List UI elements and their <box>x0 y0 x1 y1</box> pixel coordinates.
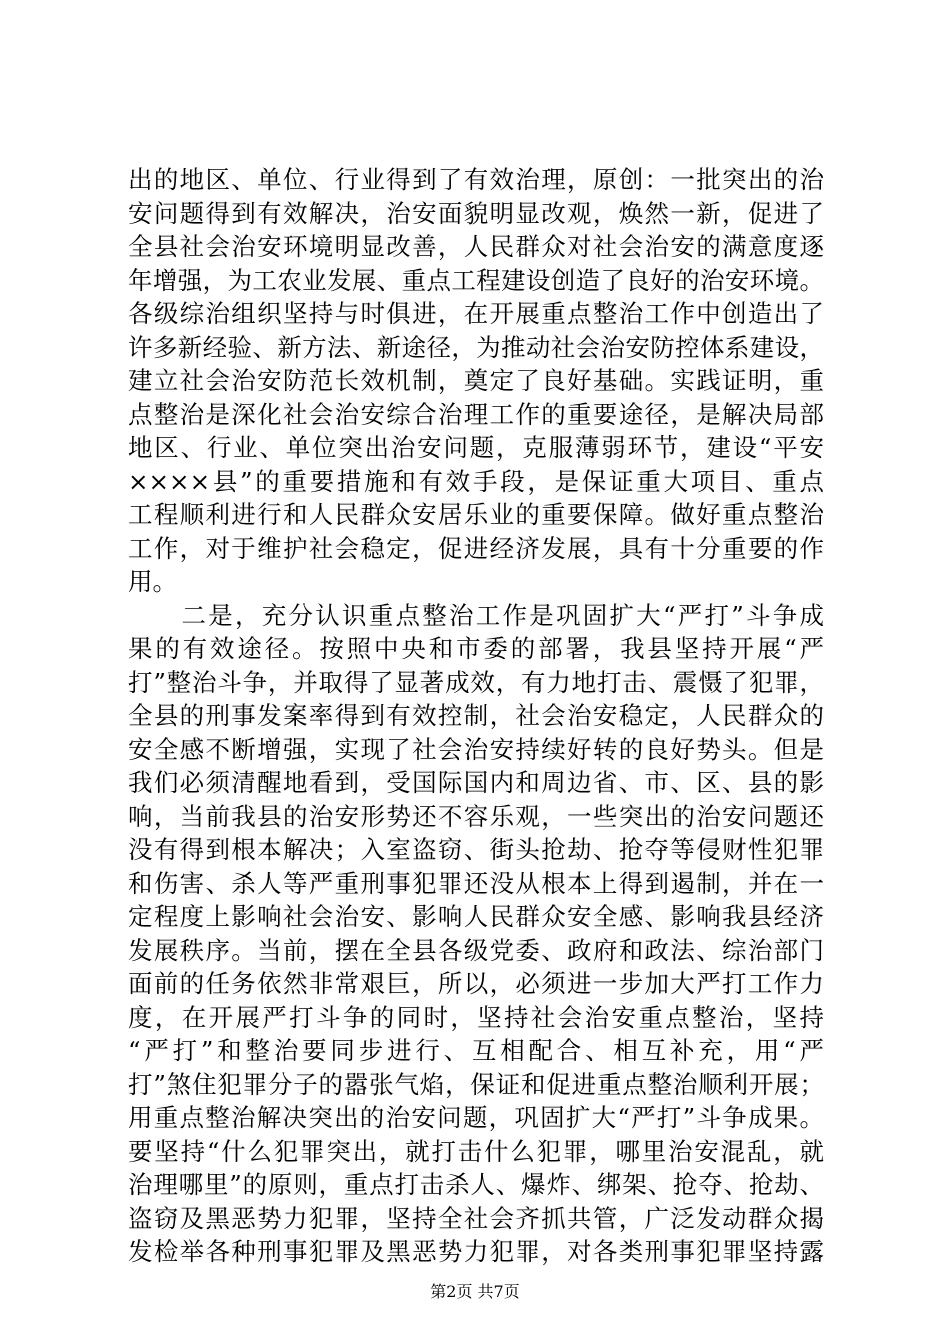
text-line: 点整治是深化社会治安综合治理工作的重要途径，是解决局部 <box>128 399 824 429</box>
text-line: 度，在开展严打斗争的同时，坚持社会治安重点整治，坚持 <box>128 1002 824 1032</box>
text-line: 发检举各种刑事犯罪及黑恶势力犯罪，对各类刑事犯罪坚持露 <box>128 1237 824 1266</box>
text-line: 年增强，为工农业发展、重点工程建设创造了良好的治安环境。 <box>128 265 824 295</box>
text-line: 没有得到根本解决；入室盗窃、街头抢劫、抢夺等侵财性犯罪 <box>128 835 824 864</box>
text-line: 发展秩序。当前，摆在全县各级党委、政府和政法、综治部门 <box>128 935 824 965</box>
text-line: 建立社会治安防范长效机制，奠定了良好基础。实践证明，重 <box>128 366 824 395</box>
page-number-label: 第2页 共7页 <box>430 1282 520 1301</box>
page-footer <box>0 1282 950 1302</box>
text-line: 打”整治斗争，并取得了显著成效，有力地打击、震慑了犯罪， <box>128 667 824 697</box>
text-line: 和伤害、杀人等严重刑事犯罪还没从根本上得到遏制，并在一 <box>128 868 824 898</box>
text-line: 要坚持“什么犯罪突出，就打击什么犯罪，哪里治安混乱，就 <box>128 1136 824 1166</box>
text-line: 工作，对于维护社会稳定，促进经济发展，具有十分重要的作 <box>128 533 824 563</box>
text-line: 工程顺利进行和人民群众安居乐业的重要保障。做好重点整治 <box>128 500 824 529</box>
text-line: 许多新经验、新方法、新途径，为推动社会治安防控体系建设， <box>128 332 824 362</box>
text-line: “严打”和整治要同步进行、互相配合、相互补充，用“严 <box>128 1036 824 1065</box>
text-line: 全县社会治安环境明显改善，人民群众对社会治安的满意度逐 <box>128 232 824 261</box>
text-line: 出的地区、单位、行业得到了有效治理，原创：一批突出的治 <box>128 165 824 194</box>
text-line: 响，当前我县的治安形势还不容乐观，一些突出的治安问题还 <box>128 801 824 831</box>
text-line: 治理哪里”的原则，重点打击杀人、爆炸、绑架、抢夺、抢劫、 <box>128 1170 824 1199</box>
text-line: 地区、行业、单位突出治安问题，克服薄弱环节，建设“平安 <box>128 433 824 462</box>
text-line: 面前的任务依然非常艰巨，所以，必须进一步加大严打工作力 <box>128 969 824 998</box>
document-body <box>128 163 824 1269</box>
text-line: 定程度上影响社会治安、影响人民群众安全感、影响我县经济 <box>128 902 824 931</box>
text-line: 盗窃及黑恶势力犯罪，坚持全社会齐抓共管，广泛发动群众揭 <box>128 1203 824 1233</box>
text-line: 二是，充分认识重点整治工作是巩固扩大“严打”斗争成 <box>128 600 824 630</box>
text-line: 用重点整治解决突出的治安问题，巩固扩大“严打”斗争成果。 <box>128 1103 824 1132</box>
text-line: 果的有效途径。按照中央和市委的部署，我县坚持开展“严 <box>128 634 824 663</box>
text-line: 我们必须清醒地看到，受国际国内和周边省、市、区、县的影 <box>128 768 824 797</box>
text-line: 安全感不断增强，实现了社会治安持续好转的良好势头。但是 <box>128 734 824 764</box>
text-line: 全县的刑事发案率得到有效控制，社会治安稳定，人民群众的 <box>128 701 824 730</box>
text-line: 用。 <box>128 567 177 596</box>
text-line: ××××县”的重要措施和有效手段，是保证重大项目、重点 <box>128 466 824 496</box>
text-line: 各级综治组织坚持与时俱进，在开展重点整治工作中创造出了 <box>128 299 824 328</box>
text-line: 安问题得到有效解决，治安面貌明显改观，焕然一新，促进了 <box>128 198 824 228</box>
text-line: 打”煞住犯罪分子的嚣张气焰，保证和促进重点整治顺利开展； <box>128 1069 824 1099</box>
